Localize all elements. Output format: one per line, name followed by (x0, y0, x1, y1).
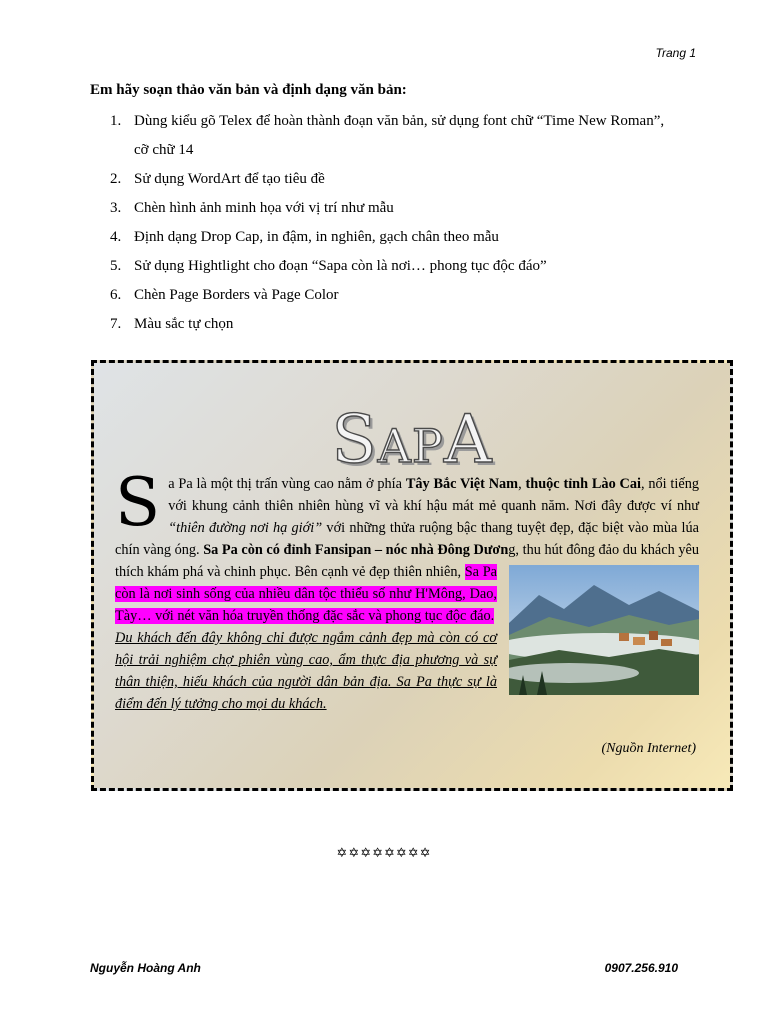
footer-author: Nguyễn Hoàng Anh (90, 961, 201, 975)
task-item: 7. Màu sắc tự chọn (110, 316, 234, 332)
sapa-landscape-image (509, 565, 699, 695)
task-item: 1. Dùng kiểu gõ Telex để hoàn thành đoạn văn bản, sử dụng font chữ “Time New Roman”, cỡ chữ 14 (110, 113, 665, 158)
task-item: 6. Chèn Page Borders và Page Color (110, 287, 339, 303)
highlighted-text: Sa Pa còn là nơi sinh sống của nhiều dân tộc thiểu số như H'Mông, Dao, Tày… với nét văn hóa truyền thống đặc sắc và phong tục độc đáo. (115, 564, 497, 624)
task-item: 4. Định dạng Drop Cap, in đậm, in nghiên, gạch chân theo mẫu (110, 229, 499, 245)
page-number: Trang 1 (655, 46, 696, 60)
task-item: 2. Sử dụng WordArt để tạo tiêu đề (110, 171, 325, 187)
wordart-title: SAPA (331, 401, 493, 478)
article-body: S a Pa là một thị trấn vùng cao nằm ở phía Tây Bắc Việt Nam, thuộc tỉnh Lào Cai, nổi tiếng với khung cảnh thiên nhiên hùng vĩ và khí hậu mát mẻ quanh năm. Nơi đây được ví như “thiên đường nơi hạ giới” với những thửa ruộng bậc thang tuyệt đẹp, đặc biệt vào mùa lúa chín vàng óng. Sa Pa còn có đỉnh Fansipan – nóc nhà Đông Dương, thu hút đông đảo du khách yêu thích khám phá và chinh phục. Bên cạnh vẻ đẹp thiên nhiên, Sa Pa còn là nơi sinh sống của nhiều dân tộc thiểu số như H'Mông, Dao, Tày… với nét văn hóa truyền thống đặc sắc và phong tục độc đáo. Du khách đến đây không chỉ được ngắm cảnh đẹp mà còn có cơ hội trải nghiệm chợ phiên vùng cao, ẩm thực địa phương và sự thân thiện, hiếu khách của người dân bản địa. Sa Pa thực sự là điểm đến lý tưởng cho mọi du khách. (115, 473, 699, 715)
image-source: (Nguồn Internet) (601, 741, 696, 756)
drop-cap: S (115, 464, 161, 541)
assignment-heading: Em hãy soạn thảo văn bản và định dạng văn bản: (90, 82, 407, 98)
task-list (110, 107, 670, 339)
task-item: 5. Sử dụng Hightlight cho đoạn “Sapa còn là nơi… phong tục độc đáo” (110, 258, 547, 274)
underlined-italic-text: Du khách đến đây không chỉ được ngắm cảnh đẹp mà còn có cơ hội trải nghiệm chợ phiên vùng cao, ẩm thực địa phương và sự thân thiện, hiếu khách của người dân bản địa. Sa Pa thực sự là điểm đến lý tưởng cho mọi du khách. (115, 630, 497, 712)
sample-frame (91, 360, 733, 791)
task-item: 3. Chèn hình ảnh minh họa với vị trí như mẫu (110, 200, 394, 216)
separator-stars: ✡✡✡✡✡✡✡✡ (336, 846, 432, 861)
footer-phone: 0907.256.910 (604, 961, 678, 975)
